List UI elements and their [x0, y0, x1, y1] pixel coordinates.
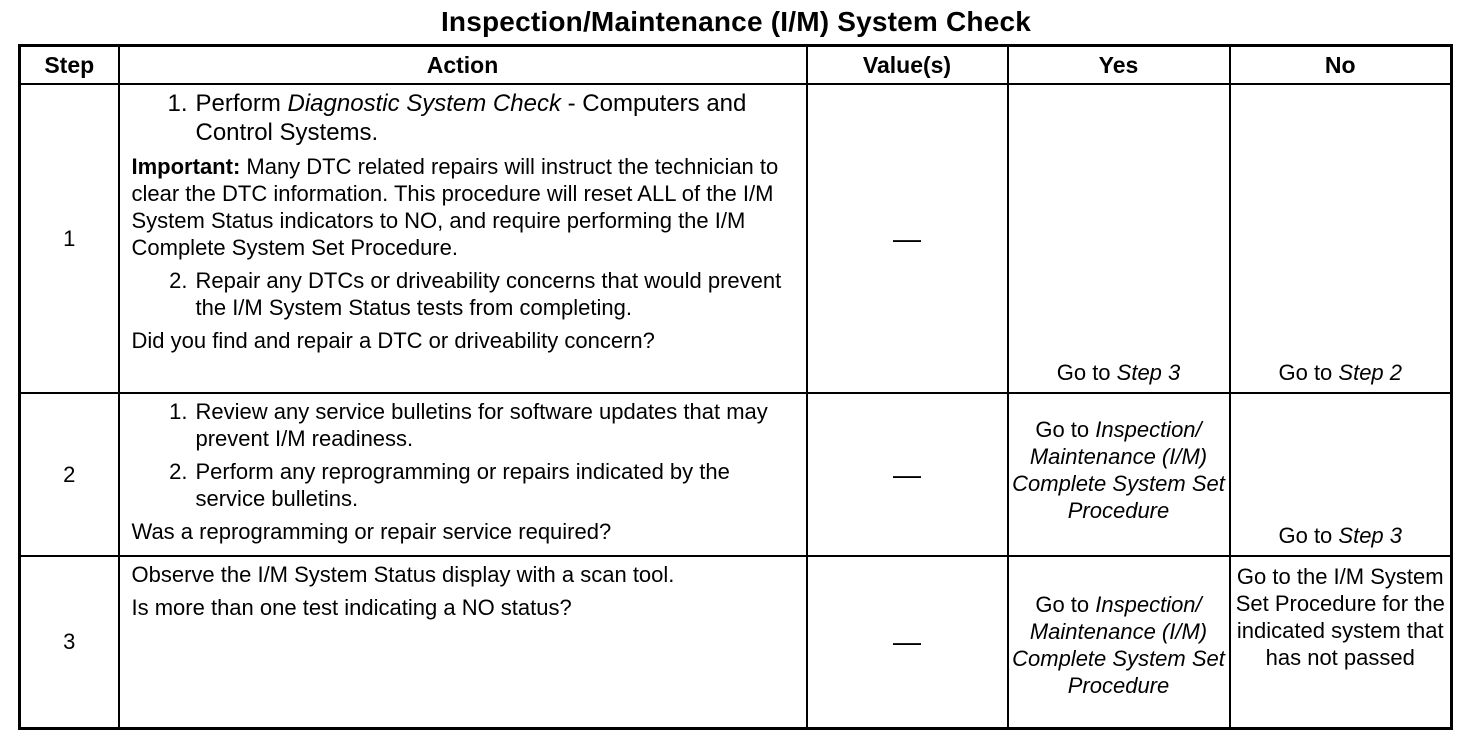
header-action: Action: [119, 46, 807, 85]
list-item: 1. Review any service bulletins for software updates that may prevent I/M readiness.: [132, 398, 798, 452]
value-cell: —: [807, 556, 1008, 729]
goto-procedure-link: Inspection/ Maintenance (I/M) Complete System Set Procedure: [1012, 417, 1225, 523]
important-note: Important: Many DTC related repairs will instruct the technician to clear the DTC information. This procedure will reset ALL of the I/M System Status indicators to NO, and require performing the I/M Complete System Set Procedure.: [131, 154, 779, 260]
no-cell: Go to Step 3: [1230, 393, 1452, 556]
action-cell: [119, 556, 807, 729]
no-cell: [1230, 556, 1452, 729]
value-cell: —: [807, 393, 1008, 556]
diagnostic-system-check-ref: Diagnostic System Check: [287, 90, 561, 117]
list-item: 2. Repair any DTCs or driveability concerns that would prevent the I/M System Status tests from completing.: [132, 267, 798, 321]
header-step: Step: [20, 46, 119, 85]
no-cell: Go to Step 2: [1230, 84, 1452, 393]
header-yes: Yes: [1008, 46, 1230, 85]
goto-step-link: Step 2: [1338, 360, 1403, 385]
table-row: [20, 393, 1452, 556]
value-cell: —: [807, 84, 1008, 393]
goto-step-link: Step 3: [1338, 523, 1403, 548]
step-number: 2: [20, 393, 119, 556]
list-number: 2.: [169, 268, 188, 293]
no-action-text: Go to the I/M System Set Procedure for the indicated system that has not passed: [1235, 564, 1445, 670]
step-number: 1: [20, 84, 119, 393]
instruction-text: Observe the I/M System Status display with a scan tool.: [131, 562, 675, 587]
goto-step-link: Step 3: [1116, 360, 1181, 385]
question-text: Did you find and repair a DTC or driveability concern?: [131, 328, 655, 353]
list-number: 1.: [167, 90, 188, 117]
yes-cell: Go to Inspection/ Maintenance (I/M) Complete System Set Procedure: [1008, 556, 1230, 729]
table-row: [20, 84, 1452, 393]
question-text: Was a reprogramming or repair service required?: [131, 519, 612, 544]
table-row: [20, 556, 1452, 729]
goto-procedure-link: Inspection/ Maintenance (I/M) Complete System Set Procedure: [1012, 592, 1225, 698]
header-no: No: [1230, 46, 1452, 85]
question-text: Is more than one test indicating a NO status?: [131, 595, 572, 620]
list-number: 1.: [169, 399, 188, 424]
action-cell: [119, 84, 807, 393]
yes-cell: Go to Inspection/ Maintenance (I/M) Complete System Set Procedure: [1008, 393, 1230, 556]
header-values: Value(s): [807, 46, 1008, 85]
page-title: Inspection/Maintenance (I/M) System Check: [440, 6, 1032, 37]
important-label: Important:: [131, 154, 241, 179]
list-number: 2.: [169, 459, 188, 484]
action-cell: [119, 393, 807, 556]
yes-cell: Go to Step 3: [1008, 84, 1230, 393]
list-item: 2. Perform any reprogramming or repairs indicated by the service bulletins.: [132, 458, 798, 512]
list-item: 1. Perform Diagnostic System Check - Computers and Control Systems.: [132, 89, 798, 147]
step-number: 3: [20, 556, 119, 729]
table-header-row: [20, 46, 1452, 85]
system-check-table: [18, 44, 1453, 730]
